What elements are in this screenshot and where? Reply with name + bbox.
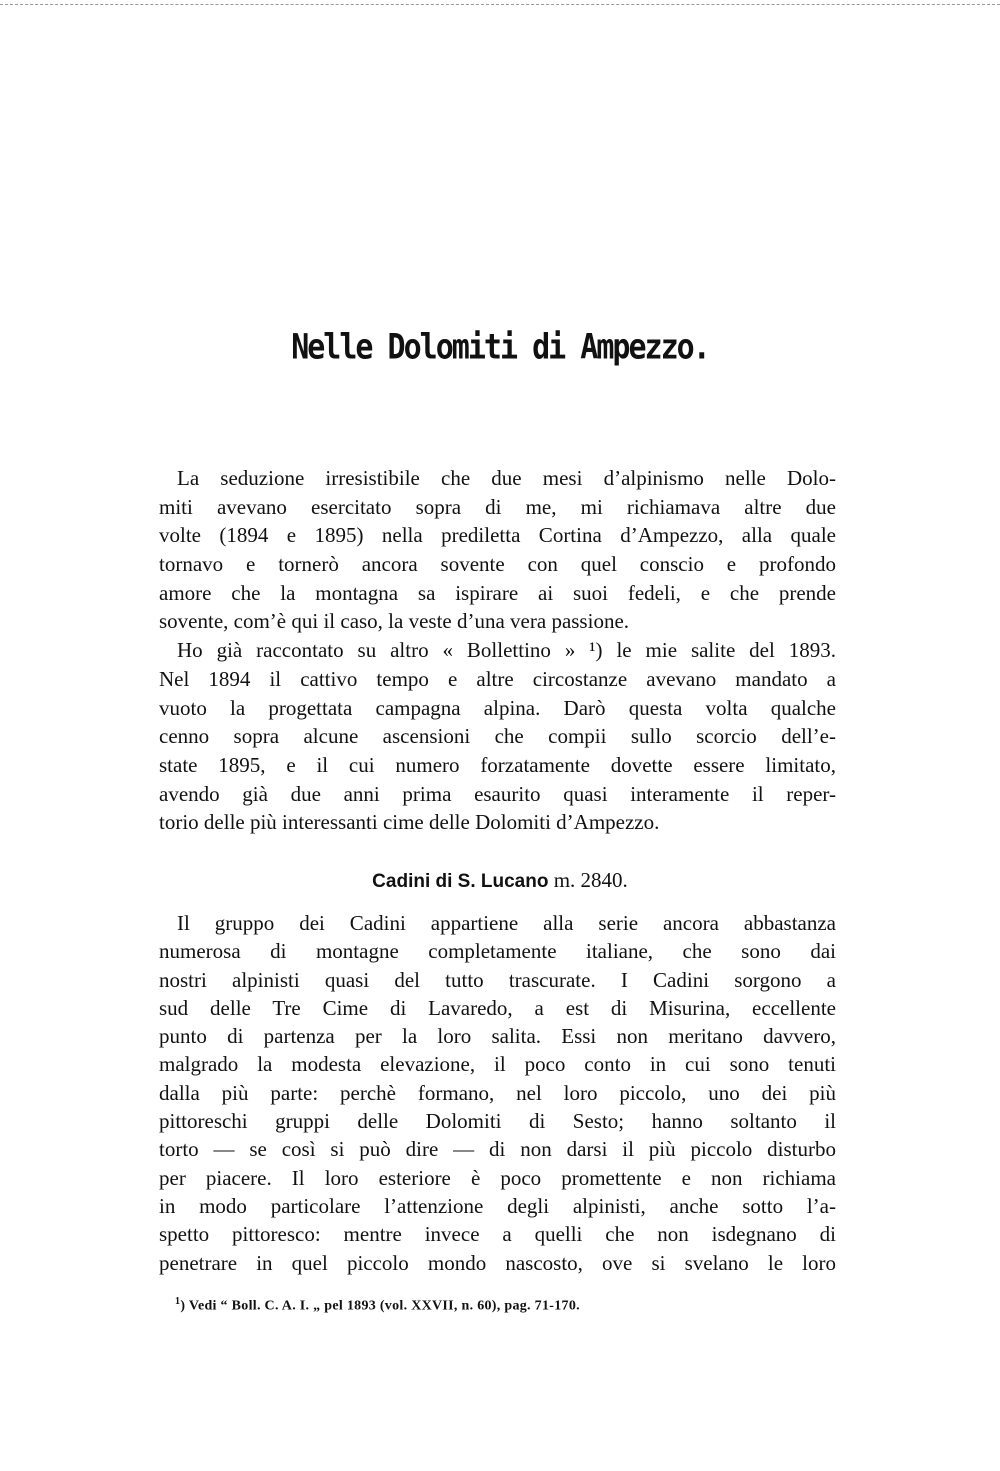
text-line: volte (1894 e 1895) nella prediletta Cortina d’Ampezzo, alla quale (159, 523, 836, 548)
text-line: spetto pittoresco: mentre invece a quelli che non isdegnano di (159, 1222, 836, 1247)
footnote-marker: 1 (175, 1296, 181, 1307)
text-line: nostri alpinisti quasi del tutto trascurate. I Cadini sorgono a (159, 967, 836, 992)
section-heading-name: Cadini di S. Lucano (372, 871, 549, 892)
text-line: per piacere. Il loro esteriore è poco promettente e non richiama (159, 1165, 836, 1190)
text-line: amore che la montagna sa ispirare ai suoi fedeli, e che prende (159, 580, 836, 605)
text-line: punto di partenza per la loro salita. Essi non meritano davvero, (159, 1024, 836, 1049)
text-line: La seduzione irresistibile che due mesi d’alpinismo nelle Dolo- (177, 466, 836, 490)
text-line: state 1895, e il cui numero forzatamente dovette essere limitato, (159, 752, 836, 777)
text-line: in modo particolare l’attenzione degli alpinisti, anche sotto l’a- (159, 1193, 836, 1218)
footnote (175, 1296, 580, 1315)
section-heading-altitude: m. 2840. (553, 868, 628, 892)
text-line: avendo già due anni prima esaurito quasi interamente il reper- (159, 781, 836, 806)
page-edge-line (0, 4, 1000, 5)
page-title: Nelle Dolomiti di Ampezzo. (291, 327, 709, 368)
text-line: numerosa di montagne completamente italiane, che sono dai (159, 939, 836, 964)
footnote-text: ) Vedi “ Boll. C. A. I. „ pel 1893 (vol. XXVII, n. 60), pag. 71-170. (180, 1298, 580, 1314)
text-line: cenno sopra alcune ascensioni che compii sullo scorcio dell’e- (159, 724, 836, 749)
text-line: vuoto la progettata campagna alpina. Darò questa volta qualche (159, 695, 836, 720)
section-heading (0, 868, 1000, 893)
intro-text (159, 464, 836, 837)
text-line: Ho già raccontato su altro « Bollettino » ¹) le mie salite del 1893. (177, 638, 836, 663)
text-line: malgrado la modesta elevazione, il poco conto in cui sono tenuti (159, 1052, 836, 1077)
text-line: torio delle più interessanti cime delle Dolomiti d’Ampezzo. (159, 810, 660, 835)
text-line: Nel 1894 il cattivo tempo e altre circostanze avevano mandato a (159, 666, 836, 691)
text-line: pittoreschi gruppi delle Dolomiti di Sesto; hanno soltanto il (159, 1109, 836, 1134)
text-line: torto — se così si può dire — di non darsi il più piccolo disturbo (159, 1137, 836, 1162)
text-line: sud delle Tre Cime di Lavaredo, a est di Misurina, eccellente (159, 995, 836, 1020)
text-line: miti avevano esercitato sopra di me, mi richiamava altre due (159, 494, 836, 519)
text-line: tornavo e tornerò ancora sovente con quel conscio e profondo (159, 552, 836, 577)
text-line: sovente, com’è qui il caso, la veste d’una vera passione. (159, 609, 630, 634)
section-text (159, 909, 836, 1277)
text-line: Il gruppo dei Cadini appartiene alla serie ancora abbastanza (177, 911, 836, 935)
text-line: penetrare in quel piccolo mondo nascosto, ove si svelano le loro (159, 1250, 836, 1275)
text-line: dalla più parte: perchè formano, nel loro piccolo, uno dei più (159, 1080, 836, 1105)
